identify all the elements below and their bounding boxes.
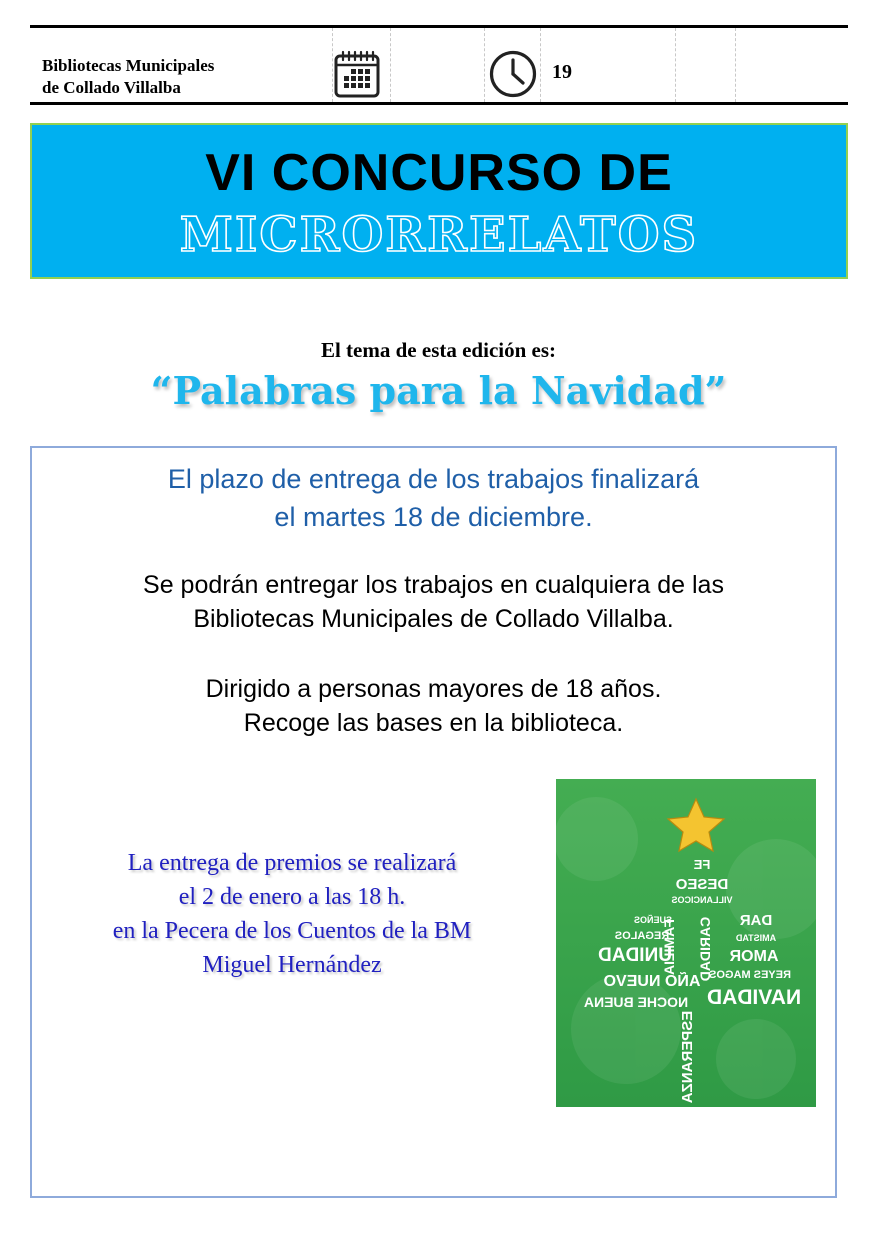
delivery-line1: Se podrán entregar los trabajos en cualquiera de las — [143, 571, 724, 599]
header-cell-blank — [390, 28, 485, 102]
contest-subtitle: MICRORRELATOS — [179, 207, 699, 263]
word-familia: FAMILIA — [661, 919, 677, 975]
word-regalos: REGALOS — [614, 930, 670, 942]
awards-line3: en la Pecera de los Cuentos de la BM — [112, 918, 472, 944]
audience-text — [32, 672, 835, 740]
document-header — [30, 25, 848, 105]
awards-line1: La entrega de premios se realizará — [127, 850, 457, 876]
christmas-tree-poster — [556, 779, 816, 1107]
audience-line1: Dirigido a personas mayores de 18 años. — [205, 675, 662, 703]
theme-title: “Palabras para la Navidad” — [150, 368, 727, 413]
awards-line2: el 2 de enero a las 18 h. — [178, 884, 406, 910]
word-esperanza: ESPERANZA — [679, 1010, 696, 1104]
library-name-line2: de Collado Villalba — [42, 78, 181, 97]
word-villancicos: VILLANCICOS — [671, 895, 733, 905]
awards-line4: Miguel Hernández — [202, 952, 382, 978]
word-nochebuena: NOCHE BUENA — [583, 994, 689, 1010]
title-banner — [30, 123, 848, 279]
word-unidad: UNIDAD — [598, 945, 672, 966]
library-name-line1: Bibliotecas Municipales — [42, 56, 215, 75]
library-name — [42, 55, 214, 99]
delivery-line2: Bibliotecas Municipales de Collado Villalba. — [193, 605, 674, 633]
calendar-icon — [334, 50, 380, 98]
theme-intro: El tema de esta edición es: — [320, 338, 557, 362]
audience-line2: Recoge las bases en la biblioteca. — [243, 709, 624, 737]
word-caridad: CARIDAD — [697, 916, 713, 982]
word-dar: DAR — [739, 912, 773, 929]
word-suenos: SUEÑOS — [633, 915, 673, 925]
word-deseo: DESEO — [675, 876, 729, 893]
delivery-text — [32, 568, 835, 636]
word-amor: AMOR — [729, 948, 779, 965]
word-reyes-magos: REYES MAGOS — [709, 969, 791, 981]
word-navidad: NAVIDAD — [706, 986, 802, 1009]
contest-title: VI CONCURSO DE — [205, 144, 673, 202]
word-ano-nuevo: AÑO NUEVO — [603, 973, 701, 990]
header-cell-blank-2 — [675, 28, 736, 102]
deadline-line2: el martes 18 de diciembre. — [274, 502, 593, 532]
deadline-line1: El plazo de entrega de los trabajos finalizará — [167, 464, 700, 494]
word-amistad: AMISTAD — [735, 933, 777, 943]
day-number: 19 — [552, 61, 572, 83]
deadline-text — [32, 460, 835, 536]
clock-icon — [488, 49, 538, 99]
word-fe: FE — [693, 857, 711, 872]
header-cell-blank-3 — [735, 28, 848, 102]
awards-text — [32, 846, 552, 982]
